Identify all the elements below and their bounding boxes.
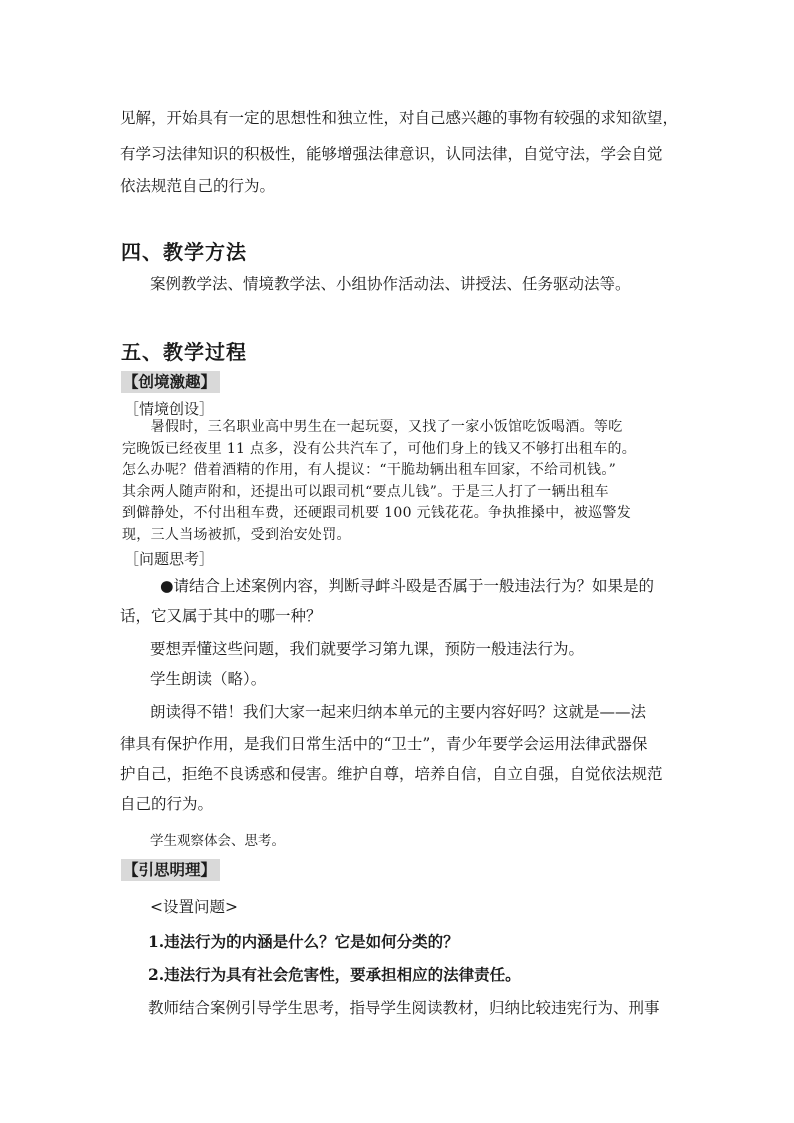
final-line: 教师结合案例引导学生思考，指导学生阅读教材，归纳比较违宪行为、刑事 (148, 999, 660, 1017)
set-question-label: <设置问题> (150, 898, 238, 916)
paragraph-4: 学生观察体会、思考。 (150, 833, 285, 849)
case-line: 其余两人随声附和，还提出可以跟司机“要点儿钱”。于是三人打了一辆出租车 (122, 483, 609, 500)
question-label: ［问题思考］ (124, 550, 215, 568)
case-line: 暑假时，三名职业高中男生在一起玩耍，又找了一家小饭馆吃饭喝酒。等吃 (122, 419, 623, 435)
paragraph-2: 学生朗读（略）。 (150, 670, 267, 688)
intro-line-3: 依法规范自己的行为。 (120, 177, 276, 195)
intro-line-1: 见解，开始具有一定的思想性和独立性，对自己感兴趣的事物有较强的求知欲望， (120, 109, 679, 127)
question-item-2: 2.违法行为具有社会危害性，要承担相应的法律责任。 (148, 965, 521, 984)
paragraph-3-line-2: 律具有保护作用，是我们日常生活中的“卫士”，青少年要学会运用法律武器保 (120, 735, 648, 753)
tag-reflect-reason: 【引思明理】 (121, 859, 220, 881)
methods-text: 案例教学法、情境教学法、小组协作活动法、讲授法、任务驱动法等。 (150, 275, 631, 293)
section-heading-methods: 四、教学方法 (121, 240, 247, 264)
case-line: 现，三人当场被抓，受到治安处罚。 (122, 526, 351, 543)
tag-create-context: 【创境激趣】 (121, 371, 220, 393)
question-line-2: 话，它又属于其中的哪一种？ (120, 607, 322, 625)
section-heading-process: 五、教学过程 (121, 340, 247, 364)
question-item-1: 1.违法行为的内涵是什么？它是如何分类的？ (148, 932, 459, 951)
intro-line-2: 有学习法律知识的积极性，能够增强法律意识，认同法律，自觉守法，学会自觉 (120, 145, 663, 163)
paragraph-1: 要想弄懂这些问题，我们就要学习第九课，预防一般违法行为。 (150, 640, 585, 658)
case-line: 完晚饭已经夜里 11 点多，没有公共汽车了，可他们身上的钱又不够打出租车的。 (122, 440, 637, 457)
paragraph-3-line-3: 护自己，拒绝不良诱惑和侵害。维护自尊，培养自信，自立自强，自觉依法规范 (120, 765, 663, 783)
case-line: 怎么办呢？借着酒精的作用，有人提议：“干脆劫辆出租车回家，不给司机钱。” (122, 462, 617, 478)
scenario-label: ［情境创设］ (124, 400, 215, 418)
case-line: 到僻静处，不付出租车费，还硬跟司机要 100 元钱花花。争执推搡中，被巡警发 (122, 505, 632, 521)
case-text (122, 417, 682, 546)
question-line-1: ●请结合上述案例内容，判断寻衅斗殴是否属于一般违法行为？如果是的 (160, 577, 655, 595)
paragraph-3-line-1: 朗读得不错！我们大家一起来归纳本单元的主要内容好吗？这就是——法 (150, 703, 647, 721)
paragraph-3-line-4: 自己的行为。 (120, 795, 214, 813)
